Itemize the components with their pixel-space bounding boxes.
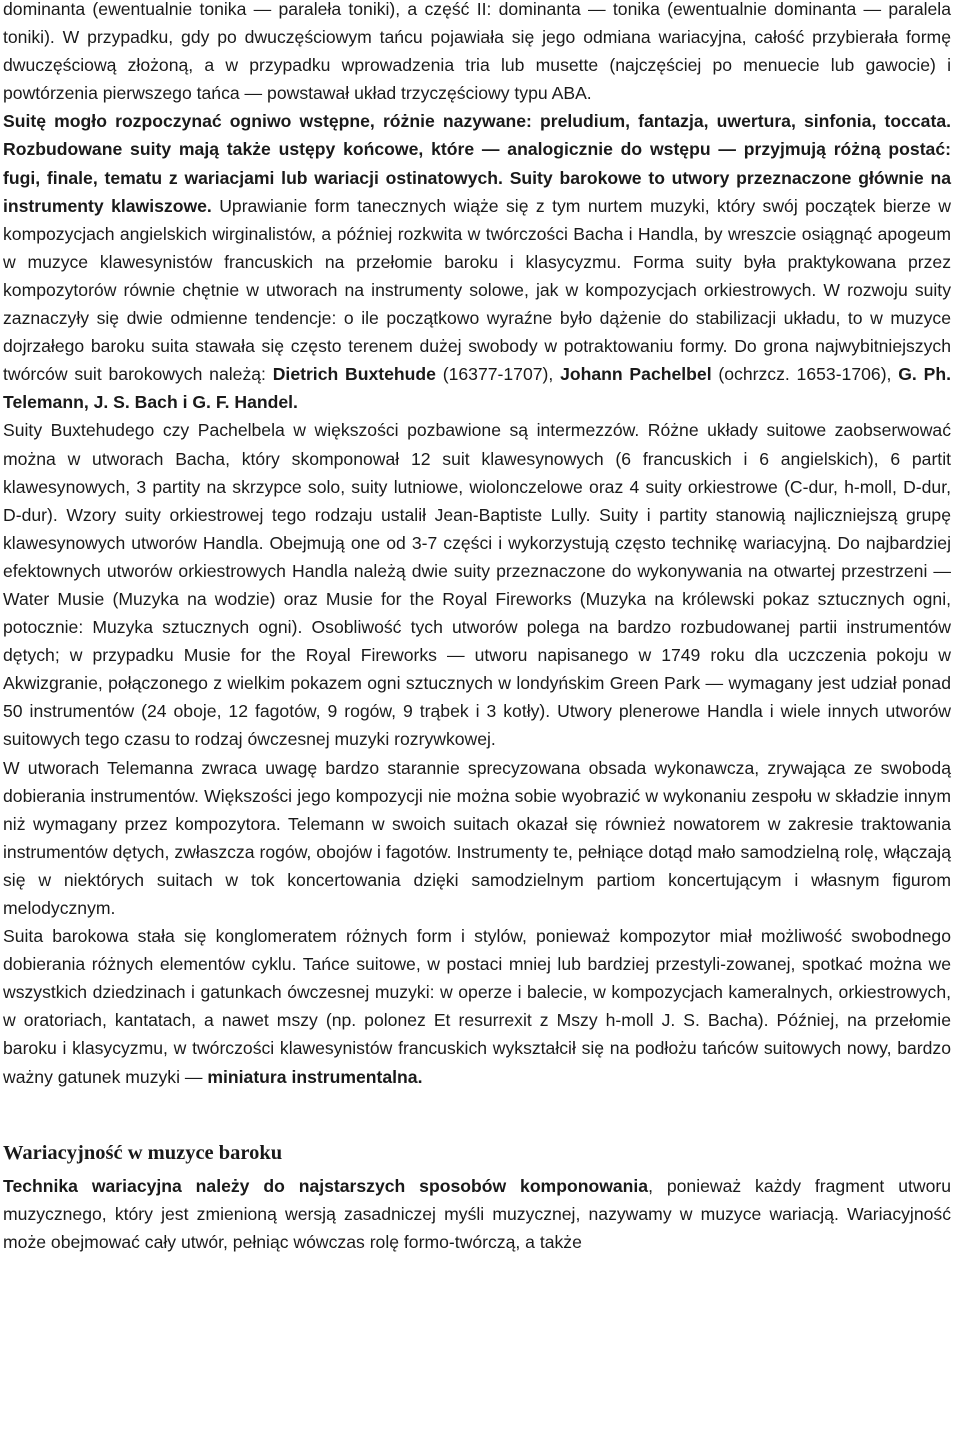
- paragraph-variation: [3, 1172, 951, 1256]
- section-heading: Wariacyjność w muzyce baroku: [3, 1141, 283, 1164]
- paragraph-bach-handel: [3, 416, 951, 753]
- paragraph-text: , ponieważ każdy fragment utworu muzycznego, który jest zmienioną wersją zasadniczej myśli muzycznej, nazywamy w muzyce wariacją. Wariacyjność może obejmować cały utwór, pełniąc wówczas rolę formo-twórczą, a także: [3, 1175, 951, 1252]
- composer-name: Dietrich Buxtehude: [272, 364, 436, 385]
- bold-text: Suity barokowe to utwory przeznaczone głównie na instrumenty klawiszowe.: [3, 167, 951, 216]
- paragraph-suite-structure: [3, 0, 951, 107]
- paragraph-text: (16377-1707),: [435, 364, 561, 385]
- paragraph-text: Suity Buxtehudego czy Pachelbela w większości pozbawione są intermezzów. Różne układy suitowe zaobserwować można w utworach Bacha, który skomponował 12 suit klawesynowych (6 francuskich i 6 angielskich), 6 partit klawesynowych, 3 partity na skrzypce solo, suity lutniowe, wiolonczelowe oraz 4 suity orkiestrowe (C-dur, h-moll, D-dur, D-dur). Wzory suity orkiestrowej tego rodzaju ustalił Jean-Baptiste Lully. Suity i partity stanowią najliczniejszą grupę klawesynowych utworów Handla. Obejmują one od 3-7 części i wykorzystują często technikę wariacyjną. Do najbardziej efektownych utworów orkiestrowych Handla należą dwie suity przeznaczone do wykonywania na otwartej przestrzeni — Water Musie (Muzyka na wodzie) oraz Musie for the Royal Fireworks (Muzyka na królewski pokaz sztucznych ogni, potocznie: Muzyka sztucznych ogni). Osobliwość tych utworów polega na bardzo rozbudowanej partii instrumentów dętych; w przypadku Musie for the Royal Fireworks — utworu napisanego w 1749 roku dla uczczenia pokoju w Akwizgranie, połączonego z wielkim pokazem ogni sztucznych w londyńskim Green Park — wymagany jest udział ponad 50 instrumentów (24 oboje, 12 fagotów, 9 rogów, 9 trąbek i 3 kotły). Utwory plenerowe Handla i wiele innych utworów suitowych tego czasu to rodzaj ówczesnej muzyki rozrywkowej.: [3, 420, 951, 750]
- bold-text: miniatura instrumentalna.: [207, 1066, 423, 1087]
- paragraph-telemann: [3, 754, 951, 923]
- paragraph-text: (ochrzcz. 1653-1706),: [711, 364, 899, 385]
- paragraph-suite-intro: [3, 107, 951, 416]
- paragraph-suite-conglomerate: [3, 922, 951, 1091]
- paragraph-text: W utworach Telemanna zwraca uwagę bardzo starannie sprecyzowana obsada wykonawcza, zrywająca ze swobodą dobierania instrumentów. Większości jego kompozycji nie można sobie wyobrazić w wykonaniu zespołu w składzie innym niż wymagany przez kompozytora. Telemann w swoich suitach okazał się również nowatorem w zakresie traktowania instrumentów dętych, zwłaszcza rogów, obojów i fagotów. Instrumenty te, pełniące dotąd mało samodzielną rolę, włączają się w niektórych suitach w tok koncertowania dzięki samodzielnym partiom koncertującym i własnym figurom melodycznym.: [3, 757, 951, 918]
- paragraph-text: Uprawianie form tanecznych wiąże się z tym nurtem muzyki, który swój początek bierze w kompozycjach angielskich wirginalistów, a później rozkwita w twórczości Bacha i Handla, by wreszcie osiągnąć apogeum w muzyce klawesynistów francuskich na przełomie baroku i klasycyzmu. Forma suity była praktykowana przez kompozytorów równie chętnie w utworach na instrumenty solowe, jak w kompozycjach orkiestrowych. W rozwoju suity zaznaczyły się dwie odmienne tendencje: o ile początkowo wyraźne było dążenie do stabilizacji układu, to w muzyce dojrzałego baroku suita stawała się często terenem dużej swobody w potraktowaniu formy. Do grona najwybitniejszych twórców suit barokowych należą:: [3, 195, 951, 385]
- paragraph-text: Suita barokowa stała się konglomeratem różnych form i stylów, ponieważ kompozytor miał możliwość swobodnego dobierania różnych elementów cyklu. Tańce suitowe, w postaci mniej lub bardziej przestyli-zowanej, spotkać można we wszystkich dziedzinach i gatunkach ówczesnej muzyki: w operze i balecie, w kompozycjach kameralnych, orkiestrowych, w oratoriach, kantatach, a nawet mszy (np. polonez Et resurrexit z Mszy h-moll J. S. Bacha). Później, na przełomie baroku i klasycyzmu, w twórczości klawesynistów francuskich wykształcił się na podłożu tańców suitowych nowy, bardzo ważny gatunek muzyki —: [3, 926, 951, 1087]
- bold-text: Technika wariacyjna należy do najstarszych sposobów komponowania: [3, 1175, 649, 1196]
- composer-name: Johann Pachelbel: [560, 364, 712, 385]
- paragraph-text: dominanta (ewentualnie tonika — paraleła toniki), a część II: dominanta — tonika (ewentualnie dominanta — paralela toniki). W przypadku, gdy po dwuczęściowym tańcu pojawiała się jego odmiana wariacyjna, całość przybierała formę dwuczęściową złożoną, a w przypadku wprowadzenia tria lub musette (najczęściej po menuecie lub gawocie) i powtórzenia pierwszego tańca — powstawał układ trzyczęściowy typu ABA.: [3, 0, 951, 104]
- bold-text: Suitę mogło rozpoczynać ogniwo wstępne, różnie nazywane: preludium, fantazja, uwertura, sinfonia, toccata. Rozbudowane suity mają także ustępy końcowe, które — analogicznie do wstępu — przyjmują różną postać: fugi, finale, tematu z wariacjami lub wariacji ostinatowych.: [3, 111, 951, 188]
- composer-name: G. Ph. Telemann, J. S. Bach i G. F. Handel.: [3, 364, 951, 413]
